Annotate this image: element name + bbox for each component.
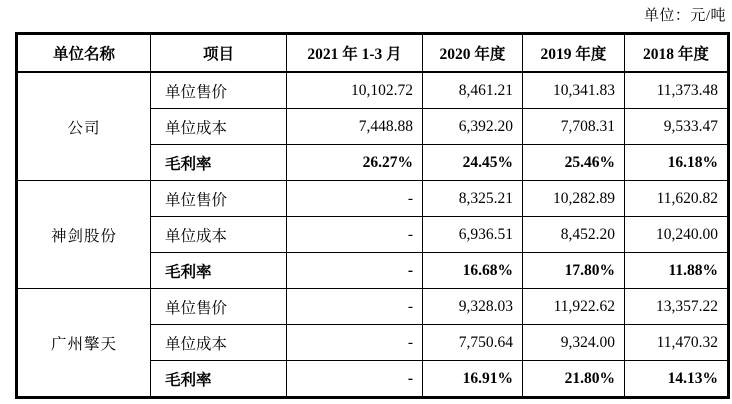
col-header-item: 项目 <box>151 34 287 73</box>
cell-value: 11.88% <box>625 253 729 289</box>
col-header-unit-name: 单位名称 <box>17 34 151 73</box>
cell-value: 10,282.89 <box>523 181 625 217</box>
cell-value: - <box>287 289 423 325</box>
cell-value: 7,708.31 <box>523 109 625 145</box>
col-header-2020: 2020 年度 <box>423 34 523 73</box>
row-label: 单位售价 <box>151 181 287 217</box>
cell-value: 14.13% <box>625 361 729 398</box>
row-label: 单位成本 <box>151 325 287 361</box>
row-label: 毛利率 <box>151 361 287 398</box>
cell-value: 21.80% <box>523 361 625 398</box>
cell-value: 17.80% <box>523 253 625 289</box>
cell-value: 9,324.00 <box>523 325 625 361</box>
cell-value: 6,392.20 <box>423 109 523 145</box>
row-label: 毛利率 <box>151 253 287 289</box>
cell-value: 7,448.88 <box>287 109 423 145</box>
cell-value: 16.68% <box>423 253 523 289</box>
col-header-2019: 2019 年度 <box>523 34 625 73</box>
cell-value: - <box>287 217 423 253</box>
cell-value: - <box>287 325 423 361</box>
cell-value: 6,936.51 <box>423 217 523 253</box>
cell-value: 7,750.64 <box>423 325 523 361</box>
col-header-2018: 2018 年度 <box>625 34 729 73</box>
unit-price-cost-margin-table <box>15 32 730 399</box>
cell-value: - <box>287 361 423 398</box>
cell-value: - <box>287 253 423 289</box>
table-row <box>17 72 729 109</box>
cell-value: 8,325.21 <box>423 181 523 217</box>
cell-value: 8,452.20 <box>523 217 625 253</box>
cell-value: 26.27% <box>287 145 423 181</box>
cell-value: 11,470.32 <box>625 325 729 361</box>
row-label: 毛利率 <box>151 145 287 181</box>
cell-value: 25.46% <box>523 145 625 181</box>
cell-value: 11,620.82 <box>625 181 729 217</box>
cell-value: 11,922.62 <box>523 289 625 325</box>
row-label: 单位成本 <box>151 217 287 253</box>
cell-value: 11,373.48 <box>625 72 729 109</box>
cell-value: 24.45% <box>423 145 523 181</box>
cell-value: 8,461.21 <box>423 72 523 109</box>
row-label: 单位成本 <box>151 109 287 145</box>
col-header-2021-q1: 2021 年 1-3 月 <box>287 34 423 73</box>
table-row <box>17 181 729 217</box>
cell-value: 16.91% <box>423 361 523 398</box>
cell-value: 9,533.47 <box>625 109 729 145</box>
cell-value: 10,341.83 <box>523 72 625 109</box>
cell-value: - <box>287 181 423 217</box>
row-label: 单位售价 <box>151 289 287 325</box>
cell-value: 9,328.03 <box>423 289 523 325</box>
table-row <box>17 289 729 325</box>
group-name-shenjian: 神剑股份 <box>17 181 151 289</box>
cell-value: 13,357.22 <box>625 289 729 325</box>
cell-value: 10,102.72 <box>287 72 423 109</box>
cell-value: 16.18% <box>625 145 729 181</box>
cell-value: 10,240.00 <box>625 217 729 253</box>
table-header-row <box>17 34 729 73</box>
group-name-company: 公司 <box>17 72 151 181</box>
unit-label: 单位：元/吨 <box>643 8 726 24</box>
row-label: 单位售价 <box>151 72 287 109</box>
group-name-qingtian: 广州擎天 <box>17 289 151 398</box>
